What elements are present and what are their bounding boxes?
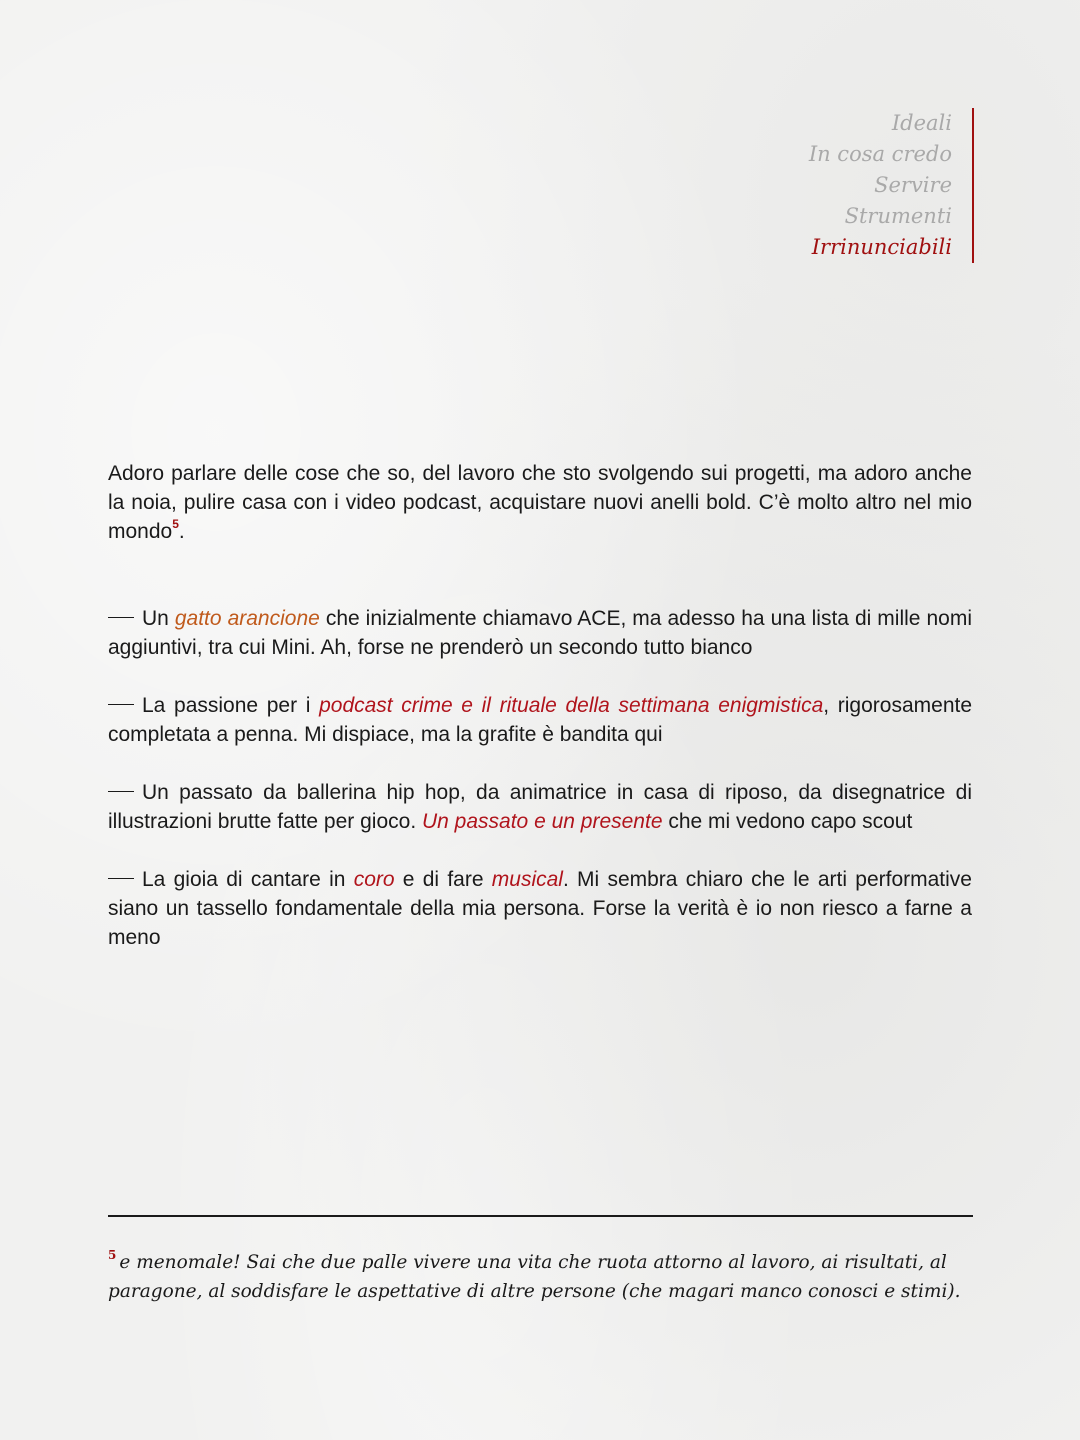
item-text: La passione per i (142, 694, 320, 717)
list-item (108, 604, 972, 662)
section-nav (809, 108, 974, 263)
nav-item-in-cosa-credo[interactable]: In cosa credo (808, 142, 952, 166)
item-text: Un (142, 607, 175, 630)
intro-end: . (178, 520, 185, 543)
item-highlight: gatto arancione (174, 607, 320, 630)
item-highlight: coro (353, 868, 395, 891)
nav-item-strumenti[interactable]: Strumenti (844, 204, 952, 228)
dash-icon (108, 791, 134, 793)
intro-text: Adoro parlare delle cose che so, del lavoro che sto svolgendo sui progetti, ma adoro anche la noia, pulire casa con i video podcast, acquistare nuovi anelli bold. C’è molto altro nel mio mondo (108, 462, 972, 543)
item-highlight: musical (491, 868, 563, 891)
item-text: e di fare (394, 868, 492, 891)
list-item (108, 691, 972, 749)
footnote-mark: 5 (108, 1247, 117, 1262)
item-text: Un passato da ballerina hip hop, da animatrice in casa di riposo, da disegnatrice di illustrazioni brutte fatte per gioco. (108, 781, 972, 833)
main-content (108, 459, 972, 981)
item-text: . Mi sembra chiaro che le arti performative siano un tassello fondamentale della mia persona. Forse la verità è io non riesco a farne a meno (108, 868, 972, 949)
item-text: La gioia di cantare in (142, 868, 354, 891)
dash-icon (108, 617, 134, 619)
nav-item-servire[interactable]: Servire (874, 173, 952, 197)
dash-icon (108, 704, 134, 706)
footnote-text: e menomale! Sai che due palle vivere una vita che ruota attorno al lavoro, ai risultati, al paragone, al soddisfare le aspettative di altre persone (che magari manco conosci e stimi). (108, 1252, 961, 1302)
item-text: che inizialmente chiamavo ACE, ma adesso ha una lista di mille nomi aggiuntivi, tra cui Mini. Ah, forse ne prenderò un secondo tutto bianco (108, 607, 972, 659)
footnote (108, 1248, 988, 1306)
list-item (108, 778, 972, 836)
list-item (108, 865, 972, 952)
item-highlight: Un passato e un presente (422, 810, 663, 833)
item-text: , rigorosamente completata a penna. Mi dispiace, ma la grafite è bandita qui (108, 694, 973, 746)
nav-item-ideali[interactable]: Ideali (891, 111, 952, 135)
footnote-divider (108, 1215, 973, 1217)
item-highlight: podcast crime e il rituale della settimana enigmistica (319, 694, 824, 717)
nav-item-irrinunciabili[interactable]: Irrinunciabili (811, 235, 952, 259)
dash-icon (108, 878, 134, 880)
intro-paragraph (108, 459, 972, 546)
footnote-reference[interactable]: 5 (172, 517, 179, 531)
item-text: che mi vedono capo scout (662, 810, 913, 833)
